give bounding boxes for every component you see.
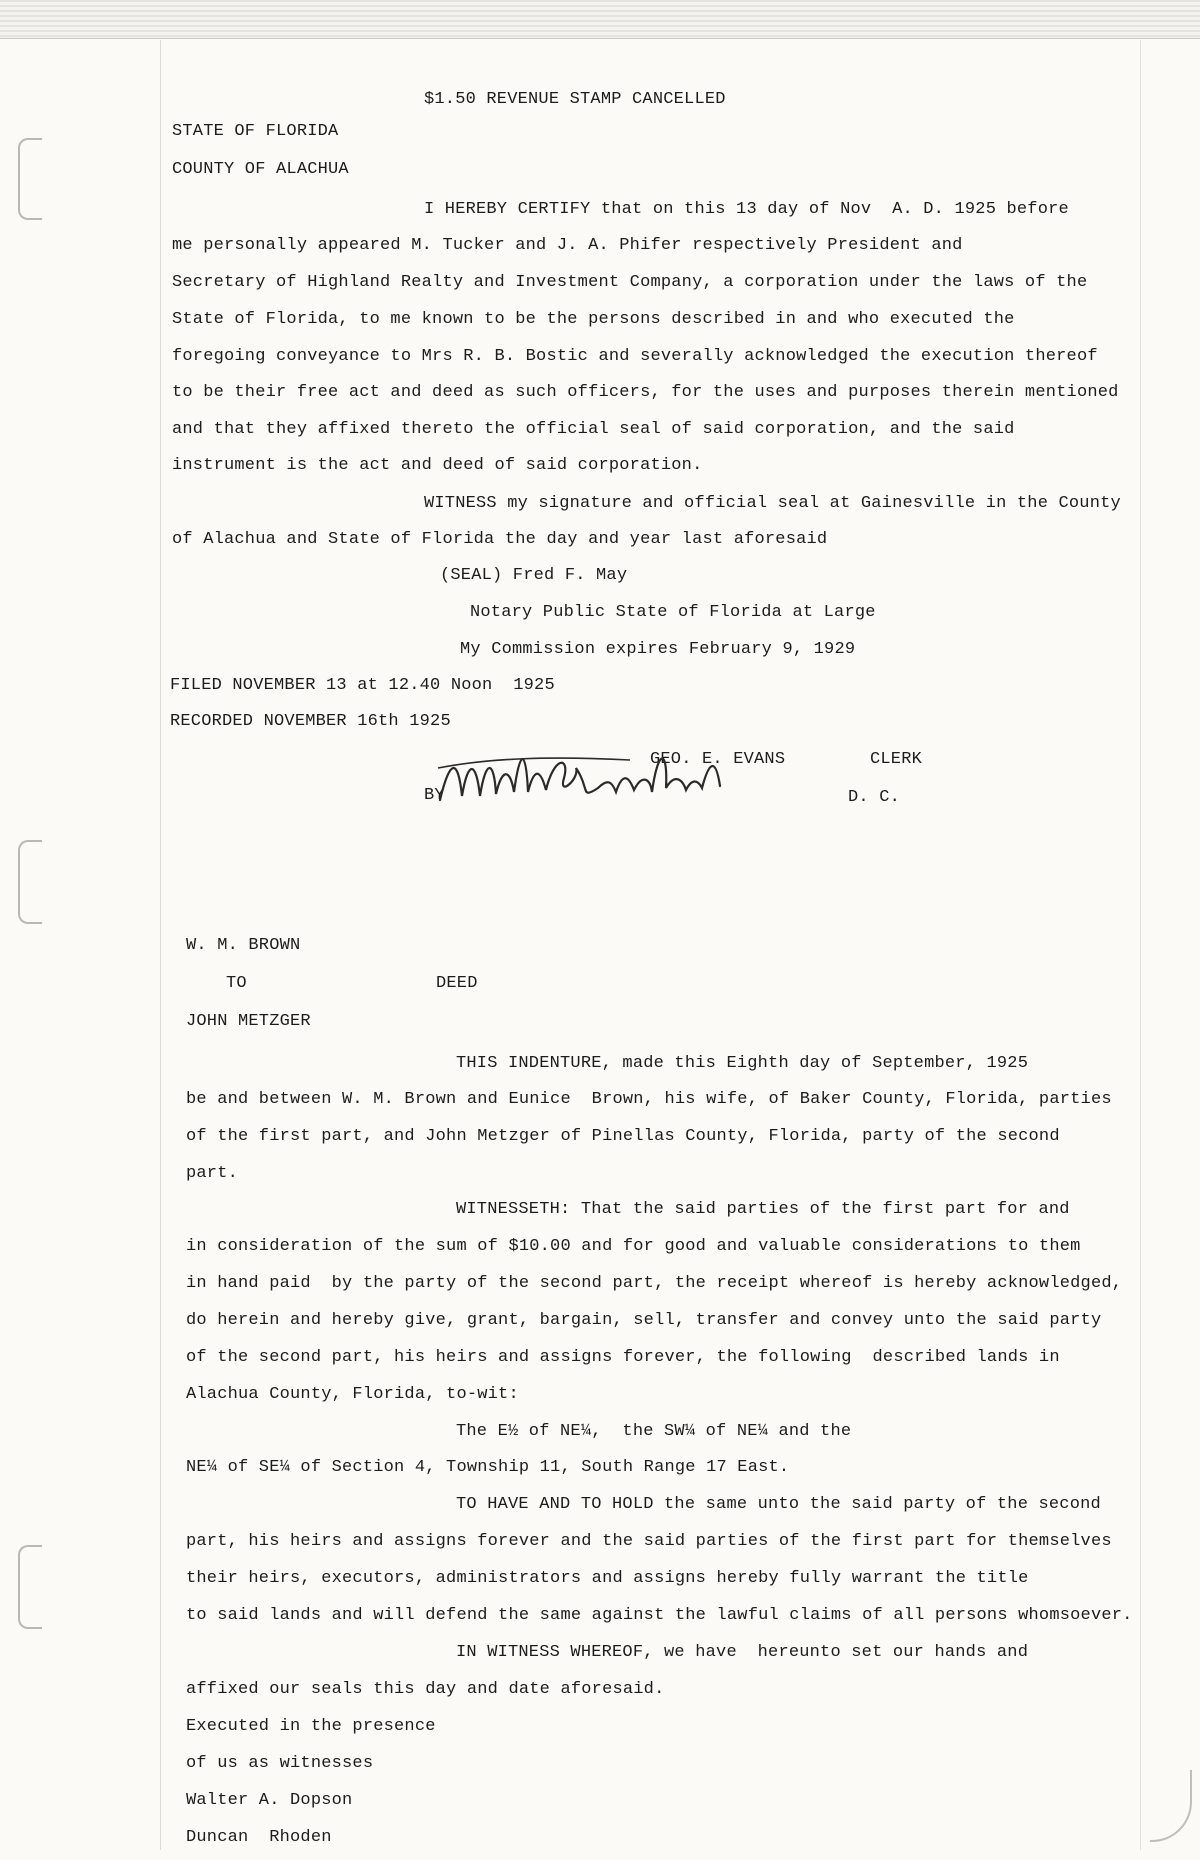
deed-line: TO HAVE AND TO HOLD the same unto the said party of the second: [456, 1495, 1101, 1514]
certificate-line: and that they affixed thereto the official seal of said corporation, and the said: [172, 420, 1015, 439]
deed-line: affixed our seals this day and date aforesaid.: [186, 1680, 665, 1699]
witness-line: of Alachua and State of Florida the day and year last aforesaid: [172, 530, 828, 549]
deed-line: their heirs, executors, administrators and assigns hereby fully warrant the title: [186, 1569, 1029, 1588]
witness-note: of us as witnesses: [186, 1754, 374, 1773]
deed-line: of the second part, his heirs and assigns forever, the following described lands in: [186, 1348, 1060, 1367]
county-heading: COUNTY OF ALACHUA: [172, 160, 349, 179]
grantor-heading: W. M. BROWN: [186, 936, 301, 955]
binder-ring-mark: [18, 840, 42, 924]
certificate-line: foregoing conveyance to Mrs R. B. Bostic and severally acknowledged the execution thereof: [172, 347, 1098, 366]
clerk-name: GEO. E. EVANS: [650, 750, 786, 769]
clerk-title: CLERK: [870, 750, 923, 769]
deed-line: do herein and hereby give, grant, bargain, sell, transfer and convey unto the said party: [186, 1311, 1102, 1330]
certificate-line: State of Florida, to me known to be the persons described in and who executed the: [172, 310, 1015, 329]
stamp-note: $1.50 REVENUE STAMP CANCELLED: [424, 90, 726, 109]
page-top-edge: [0, 0, 1200, 39]
deed-line: IN WITNESS WHEREOF, we have hereunto set our hands and: [456, 1643, 1029, 1662]
page-curl: [1150, 1770, 1192, 1842]
binder-ring-mark: [18, 138, 42, 220]
notary-title: Notary Public State of Florida at Large: [470, 603, 876, 622]
deed-line: in hand paid by the party of the second part, the receipt whereof is hereby acknowledged,: [186, 1274, 1123, 1293]
left-margin-rule: [160, 40, 161, 1850]
witness-note: Executed in the presence: [186, 1717, 436, 1736]
binder-ring-mark: [18, 1545, 42, 1629]
land-description: The E½ of NE¼, the SW¼ of NE¼ and the: [456, 1422, 852, 1441]
certificate-line: instrument is the act and deed of said corporation.: [172, 456, 703, 475]
deed-line: in consideration of the sum of $10.00 and for good and valuable considerations to them: [186, 1237, 1081, 1256]
by-label: BY: [424, 786, 445, 805]
state-heading: STATE OF FLORIDA: [172, 122, 339, 141]
deed-line: Alachua County, Florida, to-wit:: [186, 1385, 519, 1404]
certificate-line: to be their free act and deed as such officers, for the uses and purposes therein mentioned: [172, 383, 1119, 402]
deed-line: to said lands and will defend the same against the lawful claims of all persons whomsoever.: [186, 1606, 1133, 1625]
land-description: NE¼ of SE¼ of Section 4, Township 11, South Range 17 East.: [186, 1458, 790, 1477]
grantee-heading: JOHN METZGER: [186, 1012, 311, 1031]
notary-seal: (SEAL) Fred F. May: [440, 566, 628, 585]
document-type: DEED: [436, 974, 478, 993]
deed-line: THIS INDENTURE, made this Eighth day of September, 1925: [456, 1054, 1029, 1073]
witness-line: WITNESS my signature and official seal at Gainesville in the County: [424, 494, 1121, 513]
deputy-clerk-signature: [430, 738, 760, 818]
deed-line: WITNESSETH: That the said parties of the first part for and: [456, 1200, 1070, 1219]
witness-name: Walter A. Dopson: [186, 1791, 353, 1810]
deputy-clerk-label: D. C.: [848, 788, 901, 807]
recorded-note: RECORDED NOVEMBER 16th 1925: [170, 712, 451, 731]
certificate-line: Secretary of Highland Realty and Investment Company, a corporation under the laws of the: [172, 273, 1088, 292]
right-margin-rule: [1140, 40, 1141, 1850]
filed-note: FILED NOVEMBER 13 at 12.40 Noon 1925: [170, 676, 555, 695]
commission-expiry: My Commission expires February 9, 1929: [460, 640, 856, 659]
deed-line: part.: [186, 1164, 239, 1183]
certificate-line: me personally appeared M. Tucker and J. A. Phifer respectively President and: [172, 236, 963, 255]
deed-line: be and between W. M. Brown and Eunice Brown, his wife, of Baker County, Florida, parties: [186, 1090, 1112, 1109]
deed-line: part, his heirs and assigns forever and the said parties of the first part for themselves: [186, 1532, 1112, 1551]
certificate-line: I HEREBY CERTIFY that on this 13 day of Nov A. D. 1925 before: [424, 200, 1069, 219]
to-heading: TO: [226, 974, 247, 993]
witness-name: Duncan Rhoden: [186, 1828, 332, 1847]
deed-line: of the first part, and John Metzger of Pinellas County, Florida, party of the second: [186, 1127, 1060, 1146]
